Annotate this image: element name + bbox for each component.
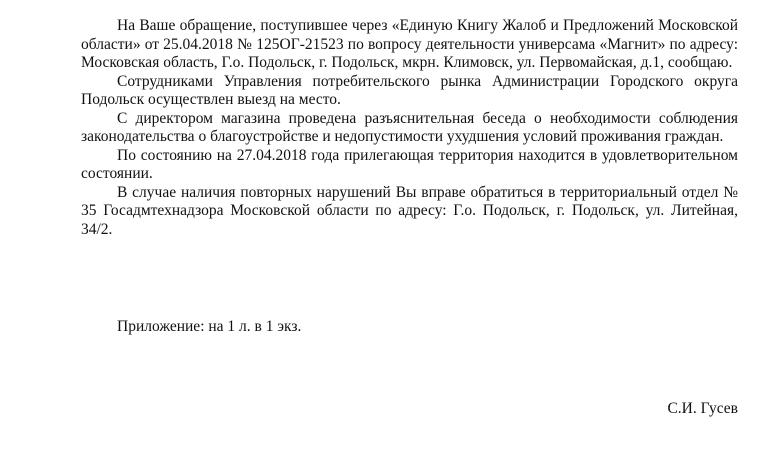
attachment-note: Приложение: на 1 л. в 1 экз. (117, 318, 302, 335)
paragraph-site-visit: Сотрудниками Управления потребительского рынка Администрации Городского округа Подольск осуществлен выезд на место. (81, 72, 738, 108)
paragraph-further-contact: В случае наличия повторных нарушений Вы вправе обратиться в территориальный отдел № 35 Госадмтехнадзора Московской области по адресу: Г.о. Подольск, г. Подольск, ул. Литейная, 34/2. (81, 183, 738, 238)
letter-body (81, 17, 738, 239)
signatory-name: С.И. Гусев (667, 400, 738, 417)
paragraph-territory-status: По состоянию на 27.04.2018 года прилегающая территория находится в удовлетворительном состоянии. (81, 146, 738, 182)
paragraph-director-talk: С директором магазина проведена разъяснительная беседа о необходимости соблюдения законодательства о благоустройстве и недопустимости ухудшения условий проживания граждан. (81, 109, 738, 145)
paragraph-request-reference: На Ваше обращение, поступившее через «Единую Книгу Жалоб и Предложений Московской области» от 25.04.2018 № 125ОГ-21523 по вопросу деятельности универсама «Магнит» по адресу: Московская область, Г.о. Подольск, г. Подольск, мкрн. Климовск, ул. Первомайская, д.1, сообщаю. (81, 17, 738, 71)
